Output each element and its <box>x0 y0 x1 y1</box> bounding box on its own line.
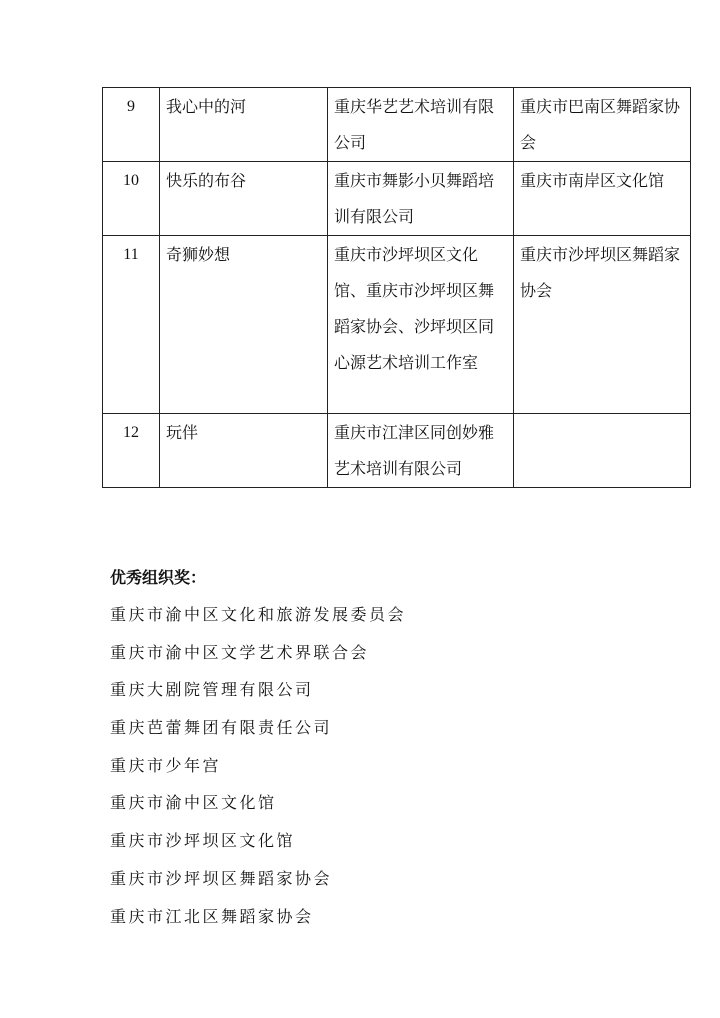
table-row <box>103 236 691 414</box>
row-number: 10 <box>103 162 160 236</box>
list-item: 重庆市少年宫 <box>110 755 222 775</box>
table-row <box>103 88 691 162</box>
list-item: 重庆市沙坪坝区舞蹈家协会 <box>110 868 333 888</box>
list-item: 重庆市沙坪坝区文化馆 <box>110 831 296 851</box>
producing-unit: 重庆市沙坪坝区文化馆、重庆市沙坪坝区舞蹈家协会、沙坪坝区同心源艺术培训工作室 <box>328 236 514 414</box>
section-heading: 优秀组织奖： <box>110 568 207 587</box>
list-item: 重庆市渝中区文化和旅游发展委员会 <box>110 605 407 624</box>
organization-award-section <box>110 560 670 935</box>
producing-unit: 重庆市舞影小贝舞蹈培训有限公司 <box>328 162 514 236</box>
list-item: 重庆市渝中区文化馆 <box>110 793 277 813</box>
list-item: 重庆大剧院管理有限公司 <box>110 680 314 700</box>
organization-list <box>110 596 670 935</box>
program-title: 快乐的布谷 <box>160 162 328 236</box>
list-item: 重庆市江北区舞蹈家协会 <box>110 906 314 926</box>
row-number: 12 <box>103 414 160 488</box>
award-table <box>102 87 691 488</box>
row-number: 11 <box>103 236 160 414</box>
recommending-unit <box>514 414 691 488</box>
producing-unit: 重庆华艺艺术培训有限公司 <box>328 88 514 162</box>
row-number: 9 <box>103 88 160 162</box>
table-row <box>103 414 691 488</box>
program-title: 我心中的河 <box>160 88 328 162</box>
recommending-unit: 重庆市巴南区舞蹈家协会 <box>514 88 691 162</box>
producing-unit: 重庆市江津区同创妙雅艺术培训有限公司 <box>328 414 514 488</box>
program-title: 玩伴 <box>160 414 328 488</box>
program-title: 奇狮妙想 <box>160 236 328 414</box>
recommending-unit: 重庆市沙坪坝区舞蹈家协会 <box>514 236 691 414</box>
recommending-unit: 重庆市南岸区文化馆 <box>514 162 691 236</box>
list-item: 重庆市渝中区文学艺术界联合会 <box>110 642 370 662</box>
table-row <box>103 162 691 236</box>
list-item: 重庆芭蕾舞团有限责任公司 <box>110 718 333 738</box>
